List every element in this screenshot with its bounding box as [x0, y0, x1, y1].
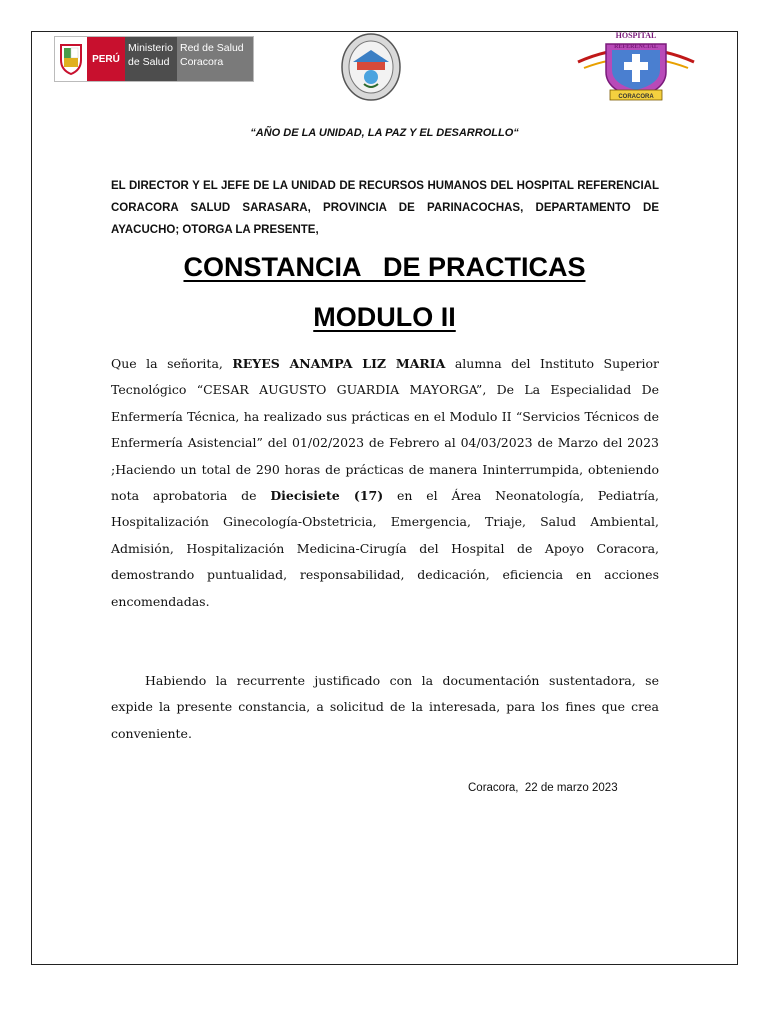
paragraph1-part1: Que la señorita,: [111, 356, 233, 371]
paragraph1-part2: alumna del Instituto Superior Tecnológico “CESAR AUGUSTO GUARDIA MAYORGA”, De La Especialidad De Enfermería Técnica, ha realizado sus prácticas en el Modulo II “Servicios Técnicos de Enfermería Asistencial” del 01/02/2023 de Febrero al 04/03/2023 de Marzo del 2023 ;Haciendo un total de 290 horas de prácticas de manera Ininterrumpida, obteniendo nota aprobatoria de: [111, 356, 659, 504]
minsa-logo: [54, 36, 254, 82]
hospital-logo-mid-text: REFERENCIAL: [614, 44, 658, 50]
grade-value: Diecisiete (17): [270, 488, 384, 504]
document-subtitle: MODULO II: [313, 302, 456, 332]
paragraph1-part3: en el Área Neonatología, Pediatría, Hospitalización Ginecología-Obstetricia, Emergencia, Triaje, Salud Ambiental, Admisión, Hospitalización Medicina-Cirugía del Hospital de Apoyo Coracora, demostrando puntualidad, responsabilidad, dedicación, eficiencia en acciones encomendadas.: [111, 488, 659, 609]
logo-ministerio-label: [125, 37, 177, 81]
document-title: CONSTANCIA DE PRACTICAS: [183, 252, 586, 282]
document-page: [31, 31, 738, 965]
hospital-logo-bottom-text: CORACORA: [618, 94, 654, 100]
hospital-logo-top-text: HOSPITAL: [615, 31, 657, 40]
logo-ministerio-line2: de Salud: [128, 56, 170, 68]
hospital-referencial-logo: [570, 28, 702, 104]
issuer-intro: EL DIRECTOR Y EL JEFE DE LA UNIDAD DE RECURSOS HUMANOS DEL HOSPITAL REFERENCIAL CORACORA SALUD SARASARA, PROVINCIA DE PARINACOCHAS, DEPARTAMENTO DE AYACUCHO; OTORGA LA PRESENTE,: [111, 180, 659, 236]
logo-red-line1: Red de Salud: [180, 42, 244, 54]
year-slogan: “AÑO DE LA UNIDAD, LA PAZ Y EL DESARROLLO“: [250, 127, 519, 139]
place-date-line: Coracora, 22 de marzo 2023: [468, 782, 618, 794]
red-salud-seal-icon: [340, 32, 402, 102]
logo-peru-label: PERÚ: [87, 37, 125, 81]
logo-ministerio-line1: Ministerio: [128, 42, 173, 54]
logo-red-salud-label: [177, 37, 253, 81]
closing-paragraph: Habiendo la recurrente justificado con la documentación sustentadora, se expide la presente constancia, a solicitud de la interesada, para los fines que crea conveniente.: [111, 673, 659, 741]
peru-shield-icon: [55, 37, 87, 81]
certificate-body-paragraph: [111, 351, 659, 615]
logo-red-line2: Coracora: [180, 56, 224, 68]
student-name: REYES ANAMPA LIZ MARIA: [232, 356, 446, 371]
